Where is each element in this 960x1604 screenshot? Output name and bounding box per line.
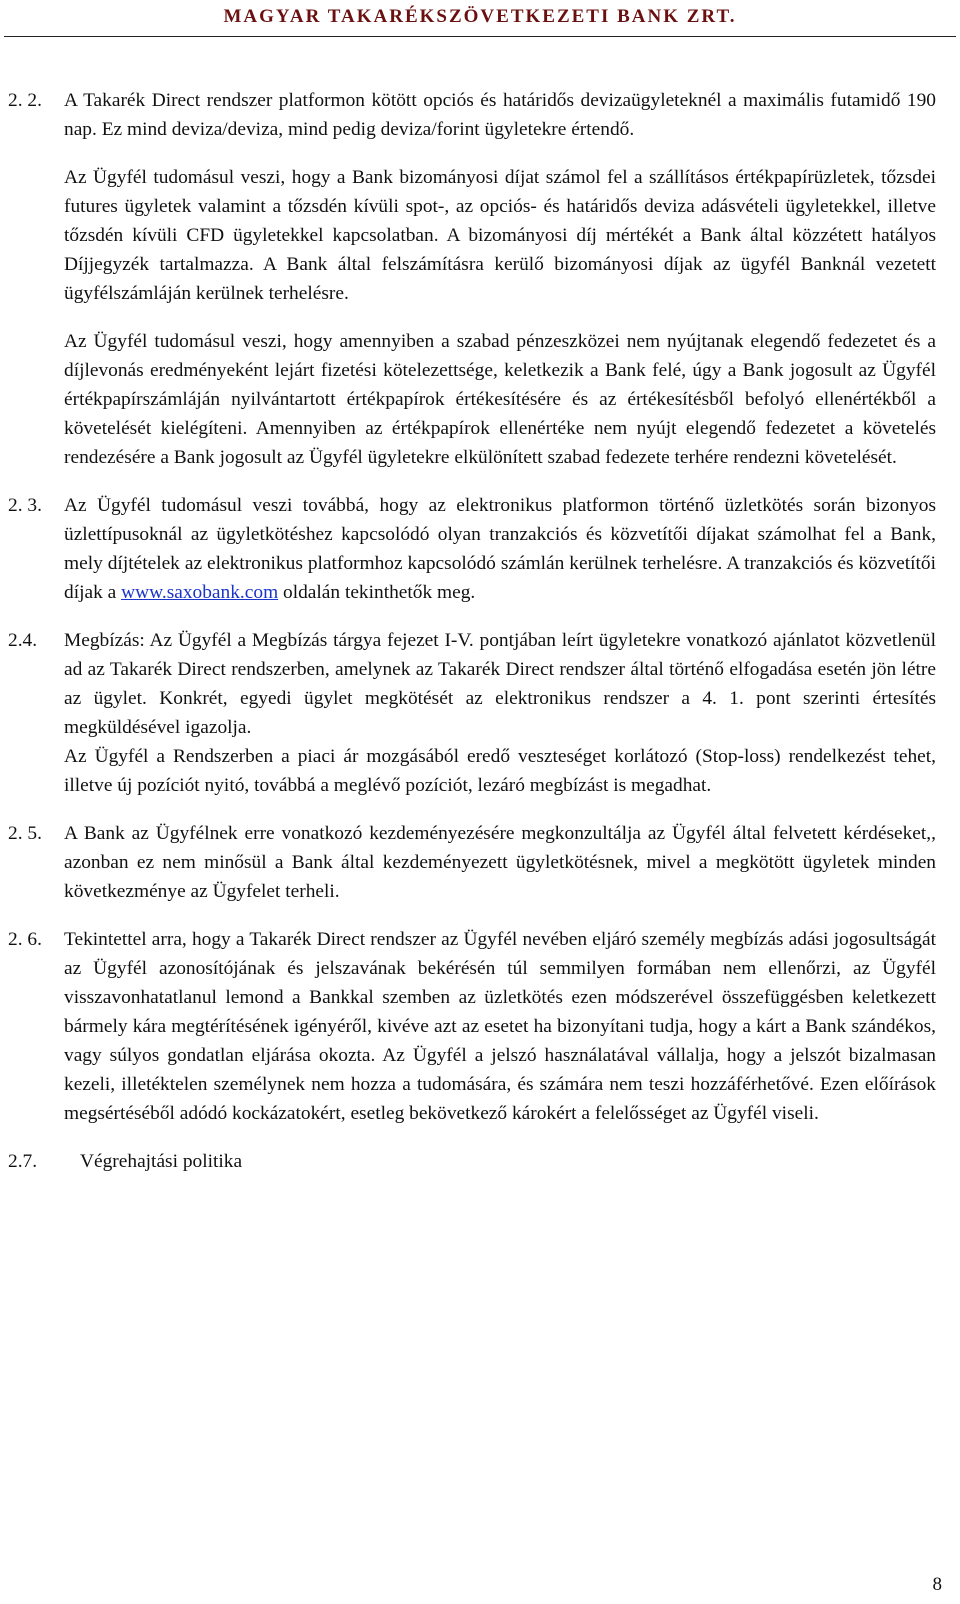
section-text: A Takarék Direct rendszer platformon kötött opciós és határidős devizaügyleteknél a maximális futamidő 190 nap. Ez mind deviza/deviza, mind pedig deviza/forint ügyletekre értendő. (64, 90, 936, 140)
section-number: 2. 2. (8, 90, 42, 111)
section-2-2 (8, 86, 936, 472)
section-text (64, 491, 936, 607)
section-text-body: Az Ügyfél tudomásul veszi továbbá, hogy az elektronikus platformon történő üzletkötés során bizonyos üzlettípusoknál az ügyletkötéshez kapcsolódó olyan tranzakciós és közvetítői díjakat számolhat fel a Bank, mely díjtételek az elektronikus platformhoz kapcsolódó számlán kerülnek terhelésre. A tranzakciós és közvetítői díjak a (64, 495, 936, 603)
header-rule (4, 36, 956, 37)
section-text: A Bank az Ügyfélnek erre vonatkozó kezdeményezésére megkonzultálja az Ügyfél által felvetett kérdéseket,, azonban ez nem minősül a Bank által kezdeményezett ügyletkötésnek, mivel a megkötött ügyletek minden következménye az Ügyfelet terheli. (64, 823, 936, 902)
section-2-4 (8, 626, 936, 800)
page-header (0, 0, 960, 28)
section-number: 2.7. (8, 1151, 38, 1172)
section-heading: Végrehajtási politika (80, 1151, 243, 1172)
paragraph: Az Ügyfél tudomásul veszi, hogy amennyiben a szabad pénzeszközei nem nyújtanak elegendő fedezetet és a díjlevonás eredményeként lejárt fizetési kötelezettsége, keletkezik a Bank felé, úgy a Bank jogosult az Ügyfél értékpapírszámláján nyilvántartott értékpapírok értékesítésére és az értékesítésből befolyó ellenértékből a követelését kielégíteni. Amennyiben az értékpapírok ellenértéke nem nyújt elegendő fedezetet a követelés rendezésére a Bank jogosult az Ügyfél ügyletekre elkülönített szabad fedezete terhére rendezni követelését. (64, 331, 936, 468)
section-number: 2.4. (8, 630, 38, 651)
section-text-tail: oldalán tekinthetők meg. (278, 582, 476, 603)
paragraph: Az Ügyfél a Rendszerben a piaci ár mozgásából eredő veszteséget korlátozó (Stop-loss) rendelkezést tehet, illetve új pozíciót nyitó, továbbá a meglévő pozíciót, lezáró megbízást is megadhat. (64, 746, 936, 796)
page-number: 8 (932, 1574, 942, 1595)
section-number: 2. 3. (8, 495, 42, 516)
section-2-7 (8, 1147, 936, 1176)
section-2-3 (8, 491, 936, 607)
section-number: 2. 6. (8, 929, 42, 950)
section-text: Megbízás: Az Ügyfél a Megbízás tárgya fejezet I-V. pontjában leírt ügyletekre vonatkozó ajánlatot közvetlenül ad az Takarék Direct rendszerben, amelynek az Takarék Direct rendszer által történő elfogadása esetén jön létre az ügylet. Konkrét, egyedi ügylet megkötését az elektronikus rendszer a 4. 1. pont szerinti értesítés megküldésével igazolja. (64, 630, 936, 738)
section-2-5 (8, 819, 936, 906)
paragraph: Az Ügyfél tudomásul veszi, hogy a Bank bizományosi díjat számol fel a szállításos értékpapírüzletek, tőzsdei futures ügyletek valamint a tőzsdén kívüli spot-, az opciós- és határidős deviza adásvételi ügyletekkel, illetve tőzsdén kívüli CFD ügyletekkel kapcsolatban. A bizományosi díj mértékét a Bank által közzétett hatályos Díjjegyzék tartalmazza. A Bank által felszámításra kerülő bizományosi díjak az ügyfél Banknál vezetett ügyfélszámláján kerülnek terhelésre. (64, 167, 936, 304)
section-text: Tekintettel arra, hogy a Takarék Direct rendszer az Ügyfél nevében eljáró személy megbízás adási jogosultságát az Ügyfél azonosítójának és jelszavának bekérésén túl semmilyen formában nem ellenőrzi, az Ügyfél visszavonhatatlanul lemond a Bankkal szemben az üzletkötés ezen módszerével összefüggésben keletkezett bármely kára megtérítésének igényéről, kivéve azt az esetet ha bizonyítani tudja, hogy a kárt a Bank szándékos, vagy súlyos gondatlan eljárása okozta. Az Ügyfél a jelszó használatával vállalja, hogy a jelszót bizalmasan kezeli, illetéktelen személynek nem hozza a tudomására, és számára nem teszi hozzáférhetővé. Ezen előírások megsértéséből adódó kockázatokért, esetleg bekövetkező károkért a felelősséget az Ügyfél viseli. (64, 929, 936, 1124)
bank-name-header: MAGYAR TAKARÉKSZÖVETKEZETI BANK ZRT. (223, 6, 737, 27)
section-2-6 (8, 925, 936, 1128)
document-body (8, 86, 936, 1176)
saxobank-link[interactable]: www.saxobank.com (121, 582, 279, 603)
section-number: 2. 5. (8, 823, 42, 844)
